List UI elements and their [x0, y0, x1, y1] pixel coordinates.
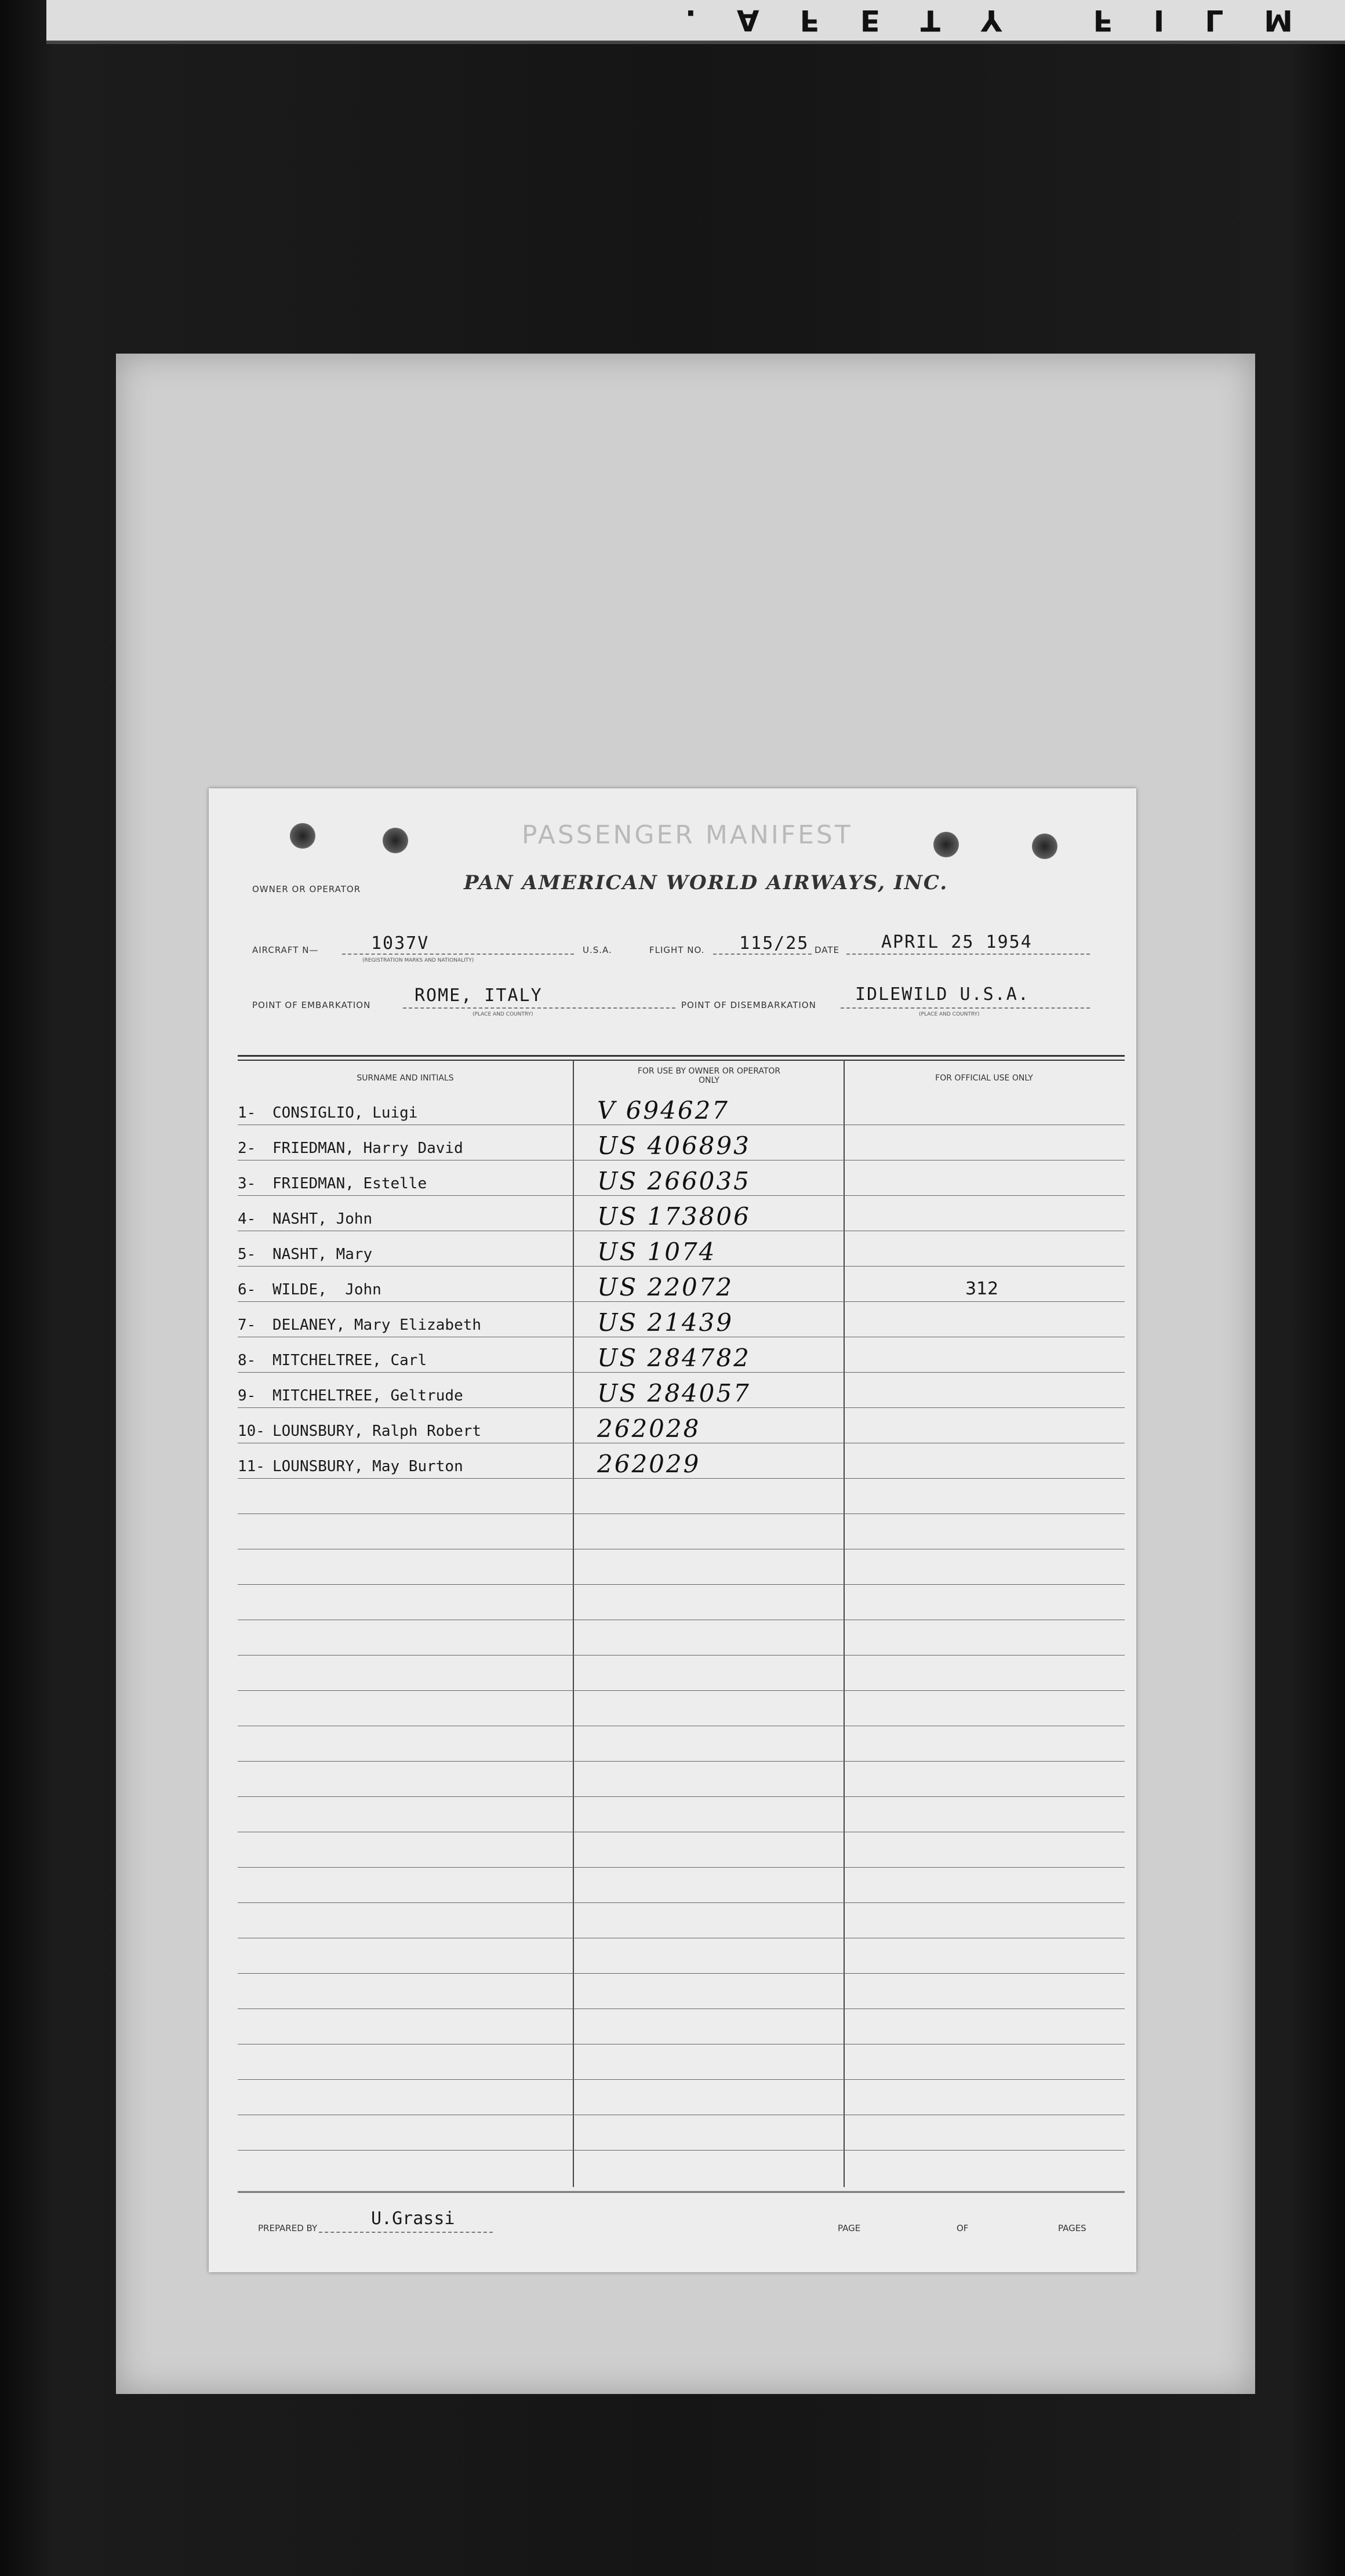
passenger-name: LOUNSBURY, May Burton: [272, 1458, 463, 1475]
owner-use-column-header: FOR USE BY OWNER OR OPERATOR ONLY: [637, 1067, 781, 1085]
passenger-name: MITCHELTREE, Carl: [272, 1352, 427, 1369]
date-value: APRIL 25 1954: [881, 932, 1033, 952]
punch-hole: [933, 832, 959, 857]
owner-note: 262029: [597, 1450, 701, 1478]
company-name: PAN AMERICAN WORLD AIRWAYS, INC.: [464, 871, 948, 894]
row-rule: [238, 2150, 1125, 2151]
prepared-by-line: [319, 2232, 493, 2233]
page-label: PAGE: [838, 2223, 861, 2233]
manifest-table: [238, 1055, 1125, 2191]
owner-note: US 284057: [597, 1379, 751, 1407]
owner-note: US 1074: [597, 1238, 717, 1266]
owner-note: US 22072: [597, 1273, 734, 1301]
row-number: 4-: [238, 1210, 256, 1228]
aircraft-line: [342, 954, 574, 955]
passenger-name: MITCHELTREE, Geltrude: [272, 1387, 463, 1405]
passenger-name: FRIEDMAN, Estelle: [272, 1175, 427, 1192]
film-edge-rule: [46, 41, 1345, 44]
row-rule: [238, 1761, 1125, 1762]
form-title: PASSENGER MANIFEST: [522, 820, 853, 850]
owner-note: US 21439: [597, 1308, 734, 1337]
passenger-name: NASHT, Mary: [272, 1246, 373, 1263]
of-label: OF: [957, 2223, 969, 2233]
row-rule: [238, 1902, 1125, 1903]
passenger-name: DELANEY, Mary Elizabeth: [272, 1316, 482, 1334]
row-rule: [238, 1584, 1125, 1585]
owner-note: US 406893: [597, 1131, 751, 1160]
official-use-value: 312: [965, 1279, 999, 1299]
row-rule: [238, 1973, 1125, 1974]
passenger-name: CONSIGLIO, Luigi: [272, 1104, 418, 1122]
disembarkation-value: IDLEWILD U.S.A.: [855, 984, 1030, 1005]
row-rule: [238, 1372, 1125, 1373]
row-rule: [238, 1690, 1125, 1691]
pages-label: PAGES: [1058, 2223, 1086, 2233]
disembarkation-label: POINT OF DISEMBARKATION: [681, 1000, 816, 1010]
manifest-sheet: [209, 788, 1136, 2272]
row-number: 1-: [238, 1104, 256, 1122]
official-use-column-header: FOR OFFICIAL USE ONLY: [935, 1074, 1033, 1083]
passenger-name: WILDE, John: [272, 1281, 381, 1298]
table-bottom-rule: [238, 2191, 1125, 2193]
flight-value: 115/25: [739, 933, 809, 954]
row-number: 8-: [238, 1352, 256, 1369]
flight-line: [713, 954, 812, 955]
row-rule: [238, 1655, 1125, 1656]
aircraft-value: 1037V: [371, 933, 430, 954]
date-label: DATE: [815, 945, 840, 955]
row-number: 9-: [238, 1387, 256, 1405]
table-top-rule: [238, 1055, 1125, 1057]
embarkation-value: ROME, ITALY: [415, 985, 543, 1006]
owner-note: 262028: [597, 1414, 701, 1443]
punch-hole: [290, 823, 315, 849]
flight-label: FLIGHT NO.: [649, 945, 705, 955]
row-number: 11-: [238, 1458, 265, 1475]
embarkation-label: POINT OF EMBARKATION: [252, 1000, 371, 1010]
passenger-name: FRIEDMAN, Harry David: [272, 1140, 463, 1157]
owner-note: US 266035: [597, 1167, 751, 1195]
row-number: 10-: [238, 1422, 265, 1440]
row-rule: [238, 1195, 1125, 1196]
row-number: 7-: [238, 1316, 256, 1334]
row-number: 2-: [238, 1140, 256, 1157]
punch-hole: [1032, 834, 1057, 859]
row-rule: [238, 1796, 1125, 1797]
disembarkation-line: [841, 1007, 1090, 1009]
column-divider: [573, 1060, 574, 2187]
film-edge-text: .AFETY FILM: [46, 0, 1345, 41]
passenger-name: LOUNSBURY, Ralph Robert: [272, 1422, 482, 1440]
row-rule: [238, 2079, 1125, 2080]
row-rule: [238, 1513, 1125, 1514]
column-divider: [844, 1060, 845, 2187]
row-rule: [238, 1867, 1125, 1868]
owner-note: US 284782: [597, 1344, 751, 1372]
row-number: 5-: [238, 1246, 256, 1263]
surname-column-header: SURNAME AND INITIALS: [357, 1074, 454, 1083]
row-rule: [238, 1407, 1125, 1408]
owner-label: OWNER OR OPERATOR: [252, 884, 361, 894]
date-line: [846, 954, 1090, 955]
prepared-by-value: U.Grassi: [371, 2208, 455, 2229]
prepared-by-label: PREPARED BY: [258, 2223, 318, 2233]
owner-note: V 694627: [597, 1096, 730, 1125]
owner-note: US 173806: [597, 1202, 751, 1231]
disembarkation-sub: (PLACE AND COUNTRY): [919, 1012, 980, 1017]
embarkation-sub: (PLACE AND COUNTRY): [472, 1012, 533, 1017]
embarkation-line: [403, 1007, 675, 1009]
row-rule: [238, 1301, 1125, 1302]
row-rule: [238, 1478, 1125, 1479]
passenger-name: NASHT, John: [272, 1210, 373, 1228]
table-top-rule: [238, 1060, 1125, 1061]
row-number: 6-: [238, 1281, 256, 1298]
aircraft-label: AIRCRAFT N—: [252, 945, 319, 955]
row-rule: [238, 1266, 1125, 1267]
aircraft-sub: (REGISTRATION MARKS AND NATIONALITY): [362, 958, 474, 963]
row-number: 3-: [238, 1175, 256, 1192]
usa-label: U.S.A.: [583, 945, 612, 955]
punch-hole: [383, 828, 408, 853]
